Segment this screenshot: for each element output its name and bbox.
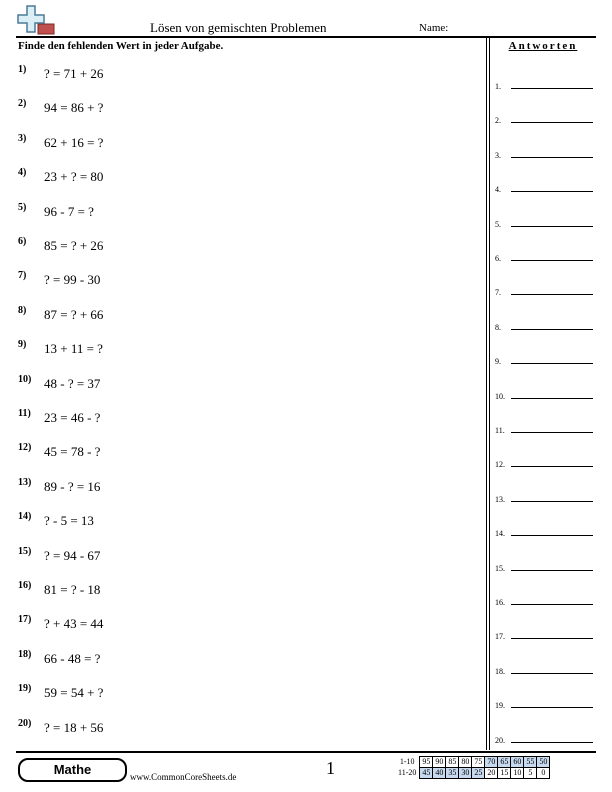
problem-number: 14): [18, 511, 32, 523]
answer-line[interactable]: [511, 707, 593, 708]
score-cell: 15: [498, 768, 511, 779]
answer-row[interactable]: [495, 557, 595, 571]
header-divider: [16, 36, 596, 38]
problem-number: 13): [18, 476, 32, 488]
score-cell: 65: [498, 757, 511, 768]
problem-item: [18, 513, 94, 529]
problem-item: [18, 100, 103, 116]
answer-line[interactable]: [511, 466, 593, 467]
answer-line[interactable]: [511, 432, 593, 433]
problem-item: [18, 373, 101, 392]
answer-row[interactable]: [495, 419, 595, 433]
answer-number: 1.: [495, 82, 501, 91]
answers-title: Antworten: [508, 40, 578, 52]
problem-equation: 23 = 46 - ?: [44, 410, 101, 425]
answer-line[interactable]: [511, 157, 593, 158]
score-cell: 90: [433, 757, 446, 768]
subject-badge: Mathe: [18, 758, 127, 782]
answer-line[interactable]: [511, 673, 593, 674]
problem-number: 8): [18, 304, 27, 316]
problem-equation: 59 = 54 + ?: [44, 685, 104, 701]
answer-number: 17.: [495, 632, 505, 642]
problem-item: [18, 616, 103, 632]
answer-row[interactable]: [495, 316, 595, 330]
problem-equation: 48 - ? = 37: [44, 375, 101, 391]
answer-row[interactable]: [495, 75, 595, 89]
problem-equation: 23 + ? = 80: [44, 169, 104, 185]
answer-row[interactable]: [495, 213, 595, 227]
answer-number: 5.: [495, 219, 501, 229]
problem-number: 6): [18, 236, 27, 247]
score-table: [396, 756, 550, 779]
website-link[interactable]: www.CommonCoreSheets.de: [130, 772, 237, 782]
score-cell: 70: [485, 757, 498, 768]
answer-number: 15.: [495, 563, 505, 573]
problem-number: 19): [18, 683, 32, 695]
answer-line[interactable]: [511, 604, 593, 605]
problem-item: [18, 717, 104, 736]
answer-line[interactable]: [511, 88, 593, 89]
problem-number: 7): [18, 270, 27, 282]
score-row-label: 1-10: [399, 757, 415, 766]
answer-row[interactable]: [495, 144, 595, 158]
plus-logo-icon: [16, 4, 56, 36]
problem-item: [18, 648, 101, 667]
answer-line[interactable]: [511, 535, 593, 536]
problem-item: [18, 341, 103, 357]
answer-line[interactable]: [511, 570, 593, 571]
answer-row[interactable]: [495, 488, 595, 502]
answer-number: 2.: [495, 116, 501, 126]
page-number: 1: [326, 758, 335, 778]
problem-equation: ? = 71 + 26: [44, 66, 104, 81]
answer-line[interactable]: [511, 260, 593, 261]
answer-line[interactable]: [511, 501, 593, 502]
answer-line[interactable]: [511, 398, 593, 399]
answer-row[interactable]: [495, 694, 595, 711]
problem-number: 10): [18, 373, 32, 385]
footer-divider: [16, 751, 596, 753]
score-cell: 60: [511, 757, 524, 768]
problem-number: 15): [18, 545, 32, 557]
answer-number: 11.: [495, 426, 505, 435]
problem-equation: ? - 5 = 13: [44, 513, 94, 529]
answer-number: 18.: [495, 666, 505, 676]
problem-equation: ? = 94 - 67: [44, 547, 101, 563]
problem-item: [18, 545, 101, 564]
score-cell: 20: [485, 768, 498, 779]
score-cell: 25: [472, 768, 485, 779]
problem-equation: ? = 99 - 30: [44, 272, 101, 288]
problem-number: 20): [18, 717, 32, 729]
problem-number: 2): [18, 98, 27, 110]
problem-number: 9): [18, 339, 27, 351]
answer-line[interactable]: [511, 122, 593, 123]
answer-row[interactable]: [495, 350, 595, 367]
problem-item: [18, 444, 100, 460]
problem-equation: 81 = ? - 18: [44, 582, 101, 597]
problem-number: 16): [18, 580, 32, 591]
problem-number: 17): [18, 614, 32, 626]
score-cell: 95: [420, 757, 433, 768]
problem-equation: 45 = 78 - ?: [44, 444, 101, 460]
page-title: Lösen von gemischten Problemen: [150, 20, 327, 35]
problem-equation: 87 = ? + 66: [44, 306, 104, 322]
answer-number: 3.: [495, 150, 501, 160]
problem-number: 12): [18, 442, 32, 454]
problem-equation: 66 - 48 = ?: [44, 650, 101, 666]
answer-row[interactable]: [495, 729, 595, 743]
problem-number: 3): [18, 132, 27, 144]
score-cell: 0: [537, 768, 550, 779]
name-label: Name:: [419, 22, 449, 34]
answer-row[interactable]: [495, 385, 595, 399]
problem-item: [18, 685, 103, 701]
answer-number: 4.: [495, 185, 501, 195]
instructions: Finde den fehlenden Wert in jeder Aufgabe.: [18, 40, 224, 52]
score-cell: 50: [537, 757, 550, 768]
problem-equation: 62 + 16 = ?: [44, 134, 104, 150]
column-divider-right: [489, 37, 490, 750]
problem-item: [18, 238, 103, 254]
score-cell: 35: [446, 768, 459, 779]
answer-row[interactable]: [495, 453, 595, 470]
answer-number: 9.: [495, 357, 501, 367]
answer-number: 20.: [495, 735, 505, 745]
problem-equation: 13 + 11 = ?: [44, 341, 103, 357]
answer-number: 13.: [495, 494, 505, 504]
problem-item: [18, 201, 94, 220]
problem-equation: 89 - ? = 16: [44, 478, 101, 494]
problem-number: 18): [18, 648, 32, 660]
answer-row[interactable]: [495, 522, 595, 539]
answer-row[interactable]: [495, 247, 595, 261]
problem-item: [18, 410, 100, 426]
problem-number: 5): [18, 201, 27, 213]
answer-line[interactable]: [511, 742, 593, 743]
problem-number: 11): [18, 408, 31, 419]
problem-item: [18, 476, 101, 495]
problem-number: 1): [18, 64, 27, 75]
problem-equation: ? = 18 + 56: [44, 719, 104, 735]
answer-line[interactable]: [511, 329, 593, 330]
answer-line[interactable]: [511, 638, 593, 639]
problem-number: 4): [18, 167, 27, 179]
answer-line[interactable]: [511, 294, 593, 295]
score-cell: 85: [446, 757, 459, 768]
answer-number: 6.: [495, 254, 501, 263]
score-cell: 10: [511, 768, 524, 779]
problem-item: [18, 272, 100, 288]
answer-number: 8.: [495, 322, 501, 332]
answer-row[interactable]: [495, 178, 595, 195]
answer-row[interactable]: [495, 281, 595, 298]
answer-line[interactable]: [511, 191, 593, 192]
score-row: [396, 757, 550, 768]
problem-item: [18, 132, 104, 151]
answer-line[interactable]: [511, 363, 593, 364]
answer-number: 16.: [495, 598, 505, 607]
answer-row[interactable]: [495, 625, 595, 642]
score-cell: 75: [472, 757, 485, 768]
column-divider-left: [486, 37, 487, 750]
score-cell: 55: [524, 757, 537, 768]
problem-item: [18, 304, 104, 323]
answer-number: 19.: [495, 701, 505, 711]
score-cell: 80: [459, 757, 472, 768]
problem-equation: ? + 43 = 44: [44, 616, 104, 632]
answer-row[interactable]: [495, 109, 595, 126]
problem-item: [18, 66, 103, 82]
score-row: [396, 768, 550, 779]
problem-equation: 94 = 86 + ?: [44, 100, 104, 116]
score-cell: 40: [433, 768, 446, 779]
problem-equation: 96 - 7 = ?: [44, 203, 94, 219]
answer-number: 7.: [495, 288, 501, 298]
score-cell: 5: [524, 768, 537, 779]
problem-item: [18, 582, 100, 598]
answer-number: 10.: [495, 391, 505, 401]
answer-number: 12.: [495, 460, 505, 470]
answer-row[interactable]: [495, 660, 595, 674]
problem-equation: 85 = ? + 26: [44, 238, 104, 253]
score-cell: 45: [420, 768, 433, 779]
problem-item: [18, 169, 103, 185]
answer-row[interactable]: [495, 591, 595, 605]
score-row-label: 11-20: [398, 768, 417, 777]
answer-number: 14.: [495, 529, 505, 539]
answer-line[interactable]: [511, 226, 593, 227]
score-cell: 30: [459, 768, 472, 779]
